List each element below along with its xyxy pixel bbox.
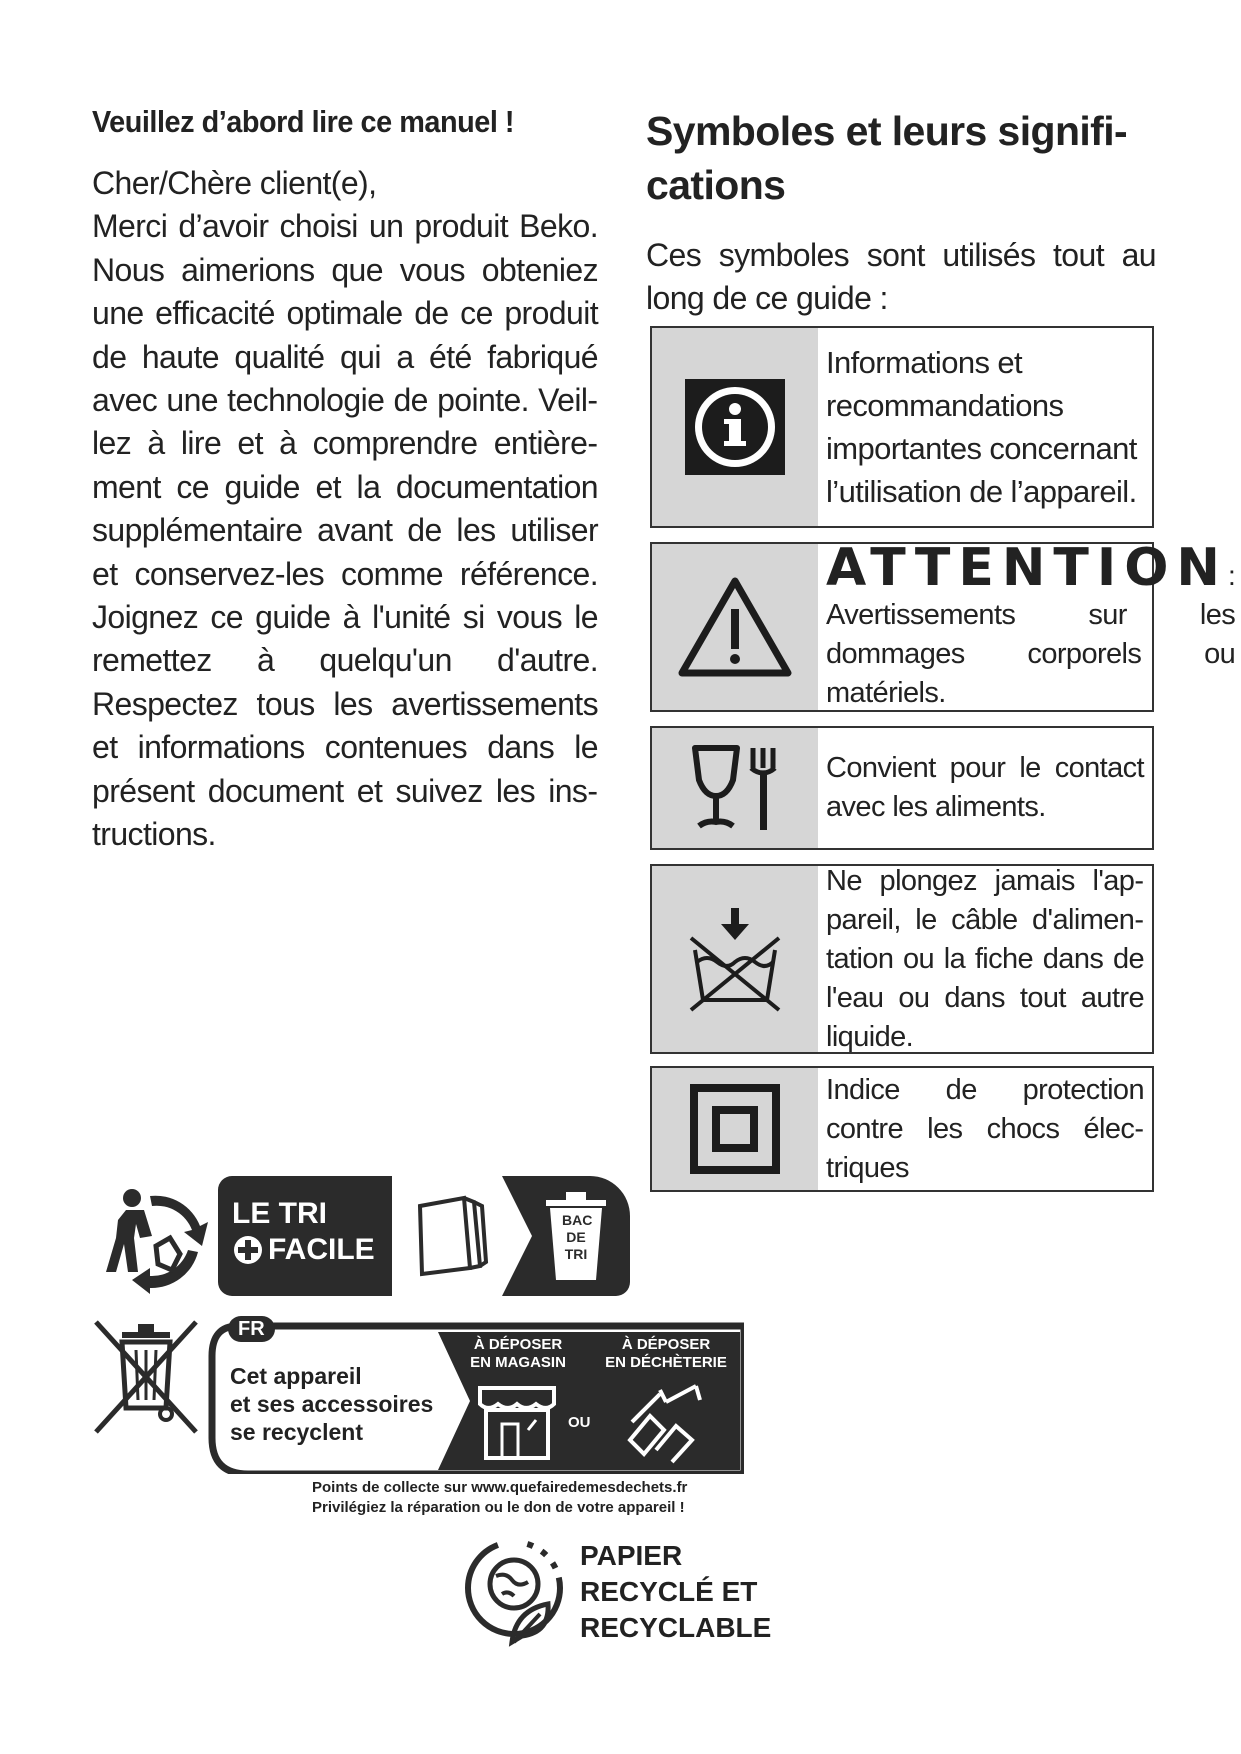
attention-heading: ATTENTION [826,538,1228,598]
store-label: À DÉPOSER EN MAGASIN [470,1336,566,1371]
globe-leaf-icon [456,1532,572,1650]
attention-content [818,538,1241,710]
manual-title: Veuillez d’abord lire ce manuel ! [92,104,515,139]
symbols-title-text: Symboles et leurs signifi-cations [646,108,1128,208]
weee-text: Cet appareil et ses accessoires se recyclent [230,1363,434,1445]
dump-label: À DÉPOSER EN DÉCHÈTERIE [605,1336,727,1371]
info-icon [652,328,818,526]
bin-label: BAC DE TRI [562,1212,593,1262]
intro-body: Merci d’avoir choisi un produit Beko. Nous aimerions que vous obteniez une efficacité optimale de ce produit de haute qualité qui a été fabriqué avec une technologie de pointe. Veillez à lire et à comprendre entièrement ce guide et la documentation supplémentaire avant de les utiliser et conservez-les comme référence. Joignez ce guide à l'unité si vous le remettez à quelqu'un d'autre. Respectez tous les avertissements et informations contenues dans le présent document et suivez les instructions. [92,208,598,853]
immerse-text: Ne plongez jamais l'appareil, le câble d'alimentation ou la fiche dans de l'eau ou dans tout autre liquide. [826,864,1144,1053]
le-tri-line1: LE TRI [232,1197,327,1230]
symbol-box-class2 [650,1066,1154,1192]
crossed-bin-icon [92,1318,200,1436]
or-label: OU [568,1414,591,1431]
collection-points-text: Points de collecte sur www.quefairedemesdechets.fr [312,1479,688,1496]
left-column [92,104,598,857]
symbol-box-food [650,726,1154,850]
no-immersion-icon [652,866,818,1052]
attention-colon: : [1227,560,1236,591]
recycling-center-icon [620,1380,706,1464]
symbol-box-info [650,326,1154,528]
symbol-box-immerse [650,864,1154,1054]
le-tri-facile-banner [218,1176,630,1296]
greeting: Cher/Chère client(e), [92,165,377,201]
weee-footer [312,1478,687,1518]
paper-recycle-logo [456,1532,572,1655]
weee-logo [92,1318,200,1441]
glass-fork-icon [652,728,818,848]
symbols-title [646,104,1156,212]
le-tri-text [232,1196,375,1268]
attention-text: Avertissements sur les dommages corporels ou matériels. [826,599,1236,709]
plus-icon [232,1234,264,1266]
paper-sheet-icon [392,1176,542,1296]
repair-text: Privilégiez la réparation ou le don de votre appareil ! [312,1499,685,1516]
symbol-box-attention [650,538,1236,712]
info-text: Informations et recommandations importantes concernant l’utilisation de l’appareil. [826,345,1137,509]
class2-text: Indice de protection contre les chocs électriques [826,1073,1144,1184]
weee-recycle-banner [208,1316,744,1474]
paper-recycle-text: PAPIER RECYCLÉ ET RECYCLABLE [580,1540,772,1643]
le-tri-line2: FACILE [268,1233,375,1266]
double-square-icon [652,1068,818,1190]
symbols-intro: Ces symboles sont utilisés tout au long de ce guide : [646,237,1156,316]
food-text: Convient pour le contact avec les aliments. [826,752,1144,823]
intro-paragraph [92,162,598,857]
triman-icon [92,1176,210,1294]
warning-triangle-icon [652,544,818,710]
country-badge: FR [228,1316,275,1342]
triman-logo [92,1176,210,1299]
right-column [646,104,1156,320]
store-icon [476,1384,558,1462]
